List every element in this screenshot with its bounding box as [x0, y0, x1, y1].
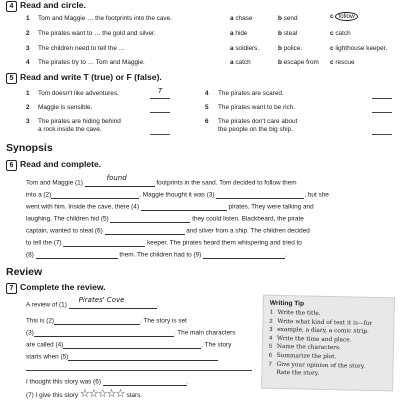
question-text: Tom and Maggie … the footprints into the cave. [38, 15, 172, 22]
list-item: 7 [268, 361, 272, 368]
synopsis-line-6: to tell the (7) keeper. The pirates heard them whispering and tried to [26, 239, 302, 247]
synopsis-heading: Synopsis [6, 142, 53, 154]
list-item: 1 [26, 15, 30, 22]
option-c[interactable]: c catch [330, 30, 351, 37]
statement-text: Maggie is sensible. [38, 104, 93, 111]
synopsis-line-7: (8) them. The children had to (9) . [26, 251, 287, 259]
star-icon[interactable]: ☆ [97, 388, 107, 400]
statement-text-line-2: the people on the big ship. [218, 126, 293, 133]
option-a[interactable]: a chase [230, 15, 253, 22]
writing-tip-box [261, 295, 395, 392]
tip-item: Write what kind of text it is—for [277, 318, 373, 327]
blank-1[interactable] [85, 174, 155, 187]
review-line-2: This is (2) . The story is set [26, 317, 187, 325]
statement-text-line-2: a rock inside the cave. [38, 126, 102, 133]
star-icon[interactable]: ☆ [80, 388, 89, 400]
exercise-7-heading [6, 282, 106, 294]
exercise-6-heading [6, 159, 101, 171]
option-b[interactable]: b police. [278, 45, 303, 52]
answer-line[interactable] [372, 98, 392, 99]
list-item: 4 [205, 90, 209, 97]
list-item: 5 [205, 104, 209, 111]
list-item: 2 [269, 318, 273, 325]
blank-2[interactable] [54, 316, 140, 325]
exercise-5-heading [6, 72, 162, 84]
answer-t: T [158, 87, 163, 95]
star-icon[interactable]: ☆ [115, 388, 125, 400]
tip-item: Name the characters. [276, 344, 341, 352]
review-line-3: (3) . The main characters [26, 329, 236, 337]
exercise-6-title: Read and complete. [20, 159, 102, 169]
blank-3[interactable] [216, 190, 304, 199]
star-rating[interactable] [80, 388, 126, 400]
review-line-8: (7) I give this story ☆☆☆☆☆ stars. [26, 388, 143, 400]
review-line-4: are called (4) . The story [26, 341, 232, 349]
option-b[interactable]: b send [278, 15, 298, 22]
option-a[interactable]: a catch [230, 59, 251, 66]
list-item: 3 [26, 45, 30, 52]
option-b[interactable]: b escape from [278, 59, 319, 66]
list-item: 3 [26, 118, 30, 125]
tip-item: Write the time and place. [277, 335, 352, 344]
answer-line[interactable] [150, 112, 170, 113]
option-a[interactable]: a hide [230, 30, 248, 37]
blank-4[interactable] [141, 202, 227, 211]
list-item: 1 [269, 309, 273, 316]
option-c[interactable]: c rescue [330, 59, 355, 66]
answer-line[interactable] [372, 112, 392, 113]
blank-7[interactable] [63, 238, 145, 247]
blank-9[interactable] [203, 250, 285, 259]
list-item: 6 [268, 352, 273, 359]
blank-6[interactable] [105, 226, 185, 235]
tip-texts [276, 309, 372, 380]
review-heading: Review [6, 266, 43, 278]
statement-text: Tom doesn't like adventures. [38, 90, 119, 97]
exercise-number-6: 6 [6, 160, 17, 171]
statement-text: The pirates are hiding behind [38, 118, 121, 125]
option-a[interactable]: a soldiers. [230, 45, 260, 52]
answer-line[interactable] [26, 370, 252, 371]
exercise-5-title: Read and write T (true) or F (false). [20, 72, 162, 82]
exercise-4-title: Read and circle. [20, 0, 86, 10]
answer-found: found [106, 174, 127, 182]
list-item: 2 [26, 104, 30, 111]
synopsis-line-5: captain, wanted to steal (6) and silver from a ship. The children decided [26, 227, 310, 235]
review-line-5: starts when (5) [26, 352, 218, 361]
review-line-7: I thought this story was (6) . [26, 378, 189, 386]
answer-pirates-cove: Pirates' Cove [78, 296, 125, 304]
tip-item: example, a diary, a comic strip. [277, 327, 369, 336]
star-icon[interactable]: ☆ [106, 388, 116, 400]
statement-text: The pirates are scared. [218, 90, 284, 97]
statement-text: The pirates want to be rich. [218, 104, 296, 111]
blank-5[interactable] [110, 214, 190, 223]
statement-text: The pirates don't care about [218, 118, 298, 125]
blank-6[interactable] [103, 377, 187, 386]
tip-item: Give your opinion of the story. [276, 361, 366, 370]
option-c[interactable]: c lighthouse keeper. [330, 45, 388, 52]
blank-3[interactable] [34, 328, 174, 337]
blank-5[interactable] [68, 352, 218, 361]
question-text: The children need to tell the … [38, 45, 126, 52]
list-item: 2 [26, 30, 30, 37]
synopsis-line-4: laughing. The children hid (5) they could listen. Blackbeard, the pirate [26, 215, 304, 223]
question-text: The pirates want to … the gold and silver. [38, 30, 156, 37]
tip-numbers [268, 309, 272, 369]
exercise-number-5: 5 [6, 73, 17, 84]
list-item: 3 [269, 326, 273, 334]
blank-8[interactable] [36, 250, 118, 259]
blank-4[interactable] [63, 340, 201, 349]
tip-item: Rate the story. [276, 370, 320, 377]
tip-item: Summarize the plot. [276, 352, 337, 361]
list-item: 4 [26, 59, 30, 66]
blank-2[interactable] [51, 190, 139, 199]
list-item: 4 [269, 335, 273, 342]
exercise-4-heading [6, 0, 86, 12]
review-line-1: A review of (1) Pirates' Cove . [26, 296, 159, 309]
list-item: 5 [268, 344, 273, 351]
option-c-circled[interactable]: c follow [330, 13, 358, 21]
list-item: 1 [26, 90, 30, 97]
exercise-number-7: 7 [6, 283, 17, 294]
exercise-7-title: Complete the review. [20, 282, 106, 292]
writing-tip-title: Writing Tip [269, 299, 305, 308]
answer-line[interactable] [372, 134, 392, 135]
synopsis-line-3: went with him. Inside the cave, there (4) pirates. They were talking and [26, 203, 314, 211]
star-icon[interactable]: ☆ [88, 388, 98, 400]
tip-item: Write the title. [277, 309, 321, 317]
answer-line[interactable] [150, 98, 170, 99]
synopsis-line-1: Tom and Maggie (1) found footprints in the sand. Tom decided to follow them [26, 174, 297, 187]
synopsis-line-2: into a (2) . Maggie thought it was (3) , but she [26, 191, 329, 199]
exercise-number-4: 4 [6, 1, 17, 12]
answer-line[interactable] [150, 134, 170, 135]
option-b[interactable]: b steal [278, 30, 298, 37]
question-text: The pirates try to … Tom and Maggie. [38, 59, 145, 66]
list-item: 6 [205, 118, 209, 125]
